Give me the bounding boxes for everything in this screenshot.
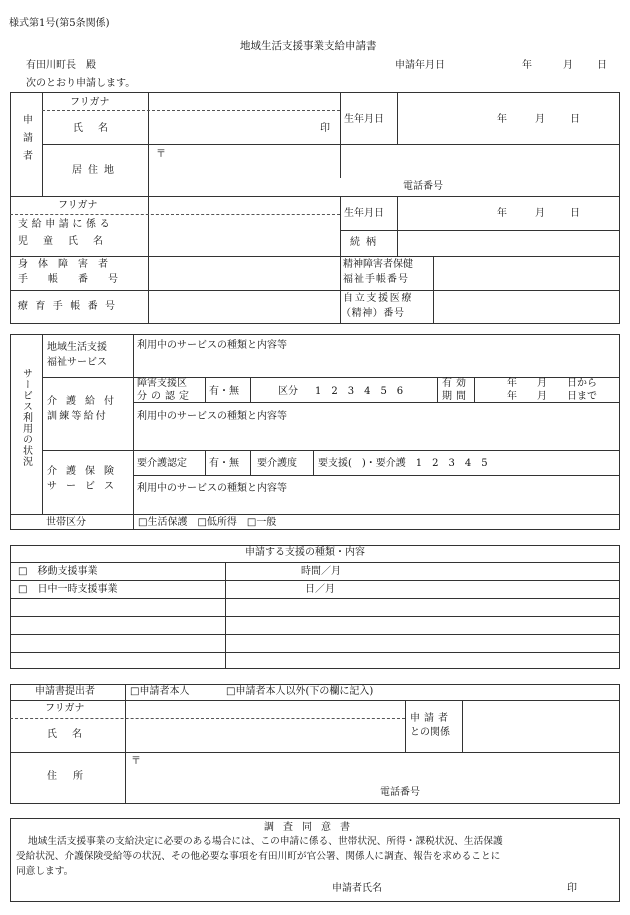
support-row-5-type[interactable] <box>12 636 222 651</box>
support-row-2-amount: 日／月 <box>305 584 335 595</box>
date-month-label: 月 <box>563 60 573 71</box>
care-insurance-in-use-label: 利用中のサービスの種類と内容等 <box>137 483 287 494</box>
submitter-label: 申請書提出者 <box>35 686 95 697</box>
child-birth-year: 年 <box>497 208 507 219</box>
consent-signer-field[interactable] <box>395 881 555 897</box>
child-birthdate-label: 生年月日 <box>344 208 384 219</box>
support-row-2-type[interactable]: □ 日中一時支援事業 <box>18 584 118 595</box>
disability-class-yes-no[interactable]: 有・無 <box>209 386 239 397</box>
care-benefit-label-line2: 訓練等給付 <box>47 411 108 422</box>
care-insurance-label-line2: サービス <box>47 481 123 492</box>
applicant-furigana-label: フリガナ <box>70 97 110 108</box>
physical-handbook-label-line1: 身体障害者 <box>18 259 118 270</box>
consent-body-line3: 同意します。 <box>16 866 74 877</box>
support-row-4-type[interactable] <box>12 618 222 633</box>
disability-class-label-line2: 分の認定 <box>137 391 193 402</box>
care-certification-label: 要介護認定 <box>137 458 187 469</box>
support-row-6-type[interactable] <box>12 654 222 668</box>
submitter-postal-mark: 〒 <box>131 756 141 767</box>
date-year-label: 年 <box>522 60 532 71</box>
applicant-address-field[interactable] <box>160 148 610 192</box>
submitter-option-self[interactable]: □申請者本人 <box>130 686 190 697</box>
applicant-birthdate-label: 生年月日 <box>344 114 384 125</box>
care-insurance-detail-field[interactable] <box>137 497 615 513</box>
application-date-label: 申請年月日 <box>395 60 445 71</box>
medical-number-field[interactable] <box>436 293 618 321</box>
care-benefit-in-use-label: 利用中のサービスの種類と内容等 <box>137 411 287 422</box>
medical-number-label-line2: （精神）番号 <box>341 308 405 319</box>
disability-class-label-line1: 障害支援区 <box>137 378 187 389</box>
support-row-4-amount[interactable] <box>228 618 616 633</box>
child-birth-month: 月 <box>535 208 545 219</box>
support-row-1-amount: 時間／月 <box>301 566 341 577</box>
form-title: 地域生活支援事業支給申請書 <box>240 40 377 52</box>
support-row-3-amount[interactable] <box>228 600 616 615</box>
support-request-heading: 申請する支援の種類・内容 <box>245 547 365 558</box>
applicant-birth-year: 年 <box>497 114 507 125</box>
care-level-label: 要介護度 <box>257 458 297 469</box>
applicant-seal-mark: 印 <box>320 123 330 134</box>
welfare-service-in-use-label: 利用中のサービスの種類と内容等 <box>137 340 287 351</box>
support-row-1-type[interactable]: □ 移動支援事業 <box>18 566 98 577</box>
applicant-section-label: 申請者 <box>20 114 32 168</box>
submitter-furigana-label: フリガナ <box>45 703 85 714</box>
submitter-address-field[interactable] <box>135 756 615 800</box>
submitter-name-field[interactable] <box>128 721 402 750</box>
support-row-3-type[interactable] <box>12 600 222 615</box>
care-level-options[interactable]: 要支援( )・要介護 1 2 3 4 5 <box>318 458 488 469</box>
submitter-relation-label-line1: 申請者 <box>410 713 452 724</box>
welfare-service-label-line1: 地域生活支援 <box>47 342 107 353</box>
household-class-options[interactable]: □生活保護 □低所得 □一般 <box>138 517 277 528</box>
mental-handbook-field[interactable] <box>436 259 618 287</box>
applicant-birth-day: 日 <box>570 114 580 125</box>
child-relationship-field[interactable] <box>400 233 618 253</box>
care-insurance-label-line1: 介護保険 <box>47 466 123 477</box>
applicant-phone-label: 電話番号 <box>403 181 443 192</box>
physical-handbook-label-line2: 手帳番号 <box>18 274 138 285</box>
ryoiku-handbook-field[interactable] <box>150 293 338 321</box>
care-benefit-label-line1: 介護給付 <box>47 396 123 407</box>
intro-text: 次のとおり申請します。 <box>26 78 136 89</box>
child-birth-day: 日 <box>570 208 580 219</box>
submitter-relation-label-line2: との関係 <box>410 727 450 738</box>
applicant-name-label: 氏名 <box>73 123 123 134</box>
support-row-5-amount[interactable] <box>228 636 616 651</box>
applicant-furigana-field[interactable] <box>148 95 340 109</box>
mental-handbook-label-line2: 福祉手帳番号 <box>343 274 409 285</box>
submitter-phone-label: 電話番号 <box>380 787 420 798</box>
household-class-label: 世帯区分 <box>46 517 86 528</box>
consent-body-line2: 受給状況、介護保険受給等の状況、その他必要な事項を有田川町が官公署、関係人に調査、報告を求めることに <box>16 851 501 862</box>
consent-signer-label: 申請者氏名 <box>332 883 382 894</box>
support-row-6-amount[interactable] <box>228 654 616 668</box>
applicant-birth-month: 月 <box>535 114 545 125</box>
disability-class-label: 区分 <box>278 386 298 397</box>
validity-label-line1: 有効 <box>442 378 470 389</box>
child-furigana-label: フリガナ <box>58 200 98 211</box>
child-label-line2: 児童氏名 <box>18 236 118 247</box>
submitter-furigana-field[interactable] <box>128 703 402 717</box>
ryoiku-handbook-label: 療育手帳番号 <box>18 301 123 312</box>
consent-title: 調査同意書 <box>264 822 359 833</box>
consent-seal-mark: 印 <box>567 883 577 894</box>
disability-class-options[interactable]: 1 2 3 4 5 6 <box>315 386 404 397</box>
applicant-name-field[interactable] <box>148 112 318 142</box>
child-name-field[interactable] <box>150 218 338 254</box>
medical-number-label-line1: 自立支援医療 <box>343 293 414 304</box>
validity-label-line2: 期間 <box>442 391 470 402</box>
submitter-address-label: 住所 <box>47 771 99 782</box>
consent-body-line1: 地域生活支援事業の支給決定に必要のある場合には、この申請に係る、世帯状況、所得・課税状況、生活保護 <box>28 836 503 847</box>
applicant-postal-mark: 〒 <box>156 149 166 160</box>
welfare-service-detail-field[interactable] <box>137 354 615 374</box>
welfare-service-label-line2: 福祉サービス <box>47 357 107 368</box>
care-certification-yes-no[interactable]: 有・無 <box>209 458 239 469</box>
submitter-option-other[interactable]: □申請者本人以外(下の欄に記入) <box>226 686 374 697</box>
care-benefit-detail-field[interactable] <box>137 426 615 448</box>
validity-from: 年 月 日から <box>507 378 597 389</box>
form-number: 様式第1号(第5条関係) <box>9 18 110 29</box>
child-label-line1: 支給申請に係る <box>18 219 114 230</box>
submitter-relation-field[interactable] <box>465 703 617 750</box>
physical-handbook-field[interactable] <box>150 259 338 287</box>
mental-handbook-label-line1: 精神障害者保健 <box>343 259 413 270</box>
date-day-label: 日 <box>597 60 607 71</box>
addressee: 有田川町長 殿 <box>26 60 96 71</box>
service-usage-section-label: サービス利用の状況 <box>20 368 32 467</box>
child-relationship-label: 続柄 <box>350 237 382 248</box>
validity-to: 年 月 日まで <box>507 391 597 402</box>
applicant-address-label: 居住地 <box>72 165 120 176</box>
submitter-name-label: 氏名 <box>47 729 97 740</box>
